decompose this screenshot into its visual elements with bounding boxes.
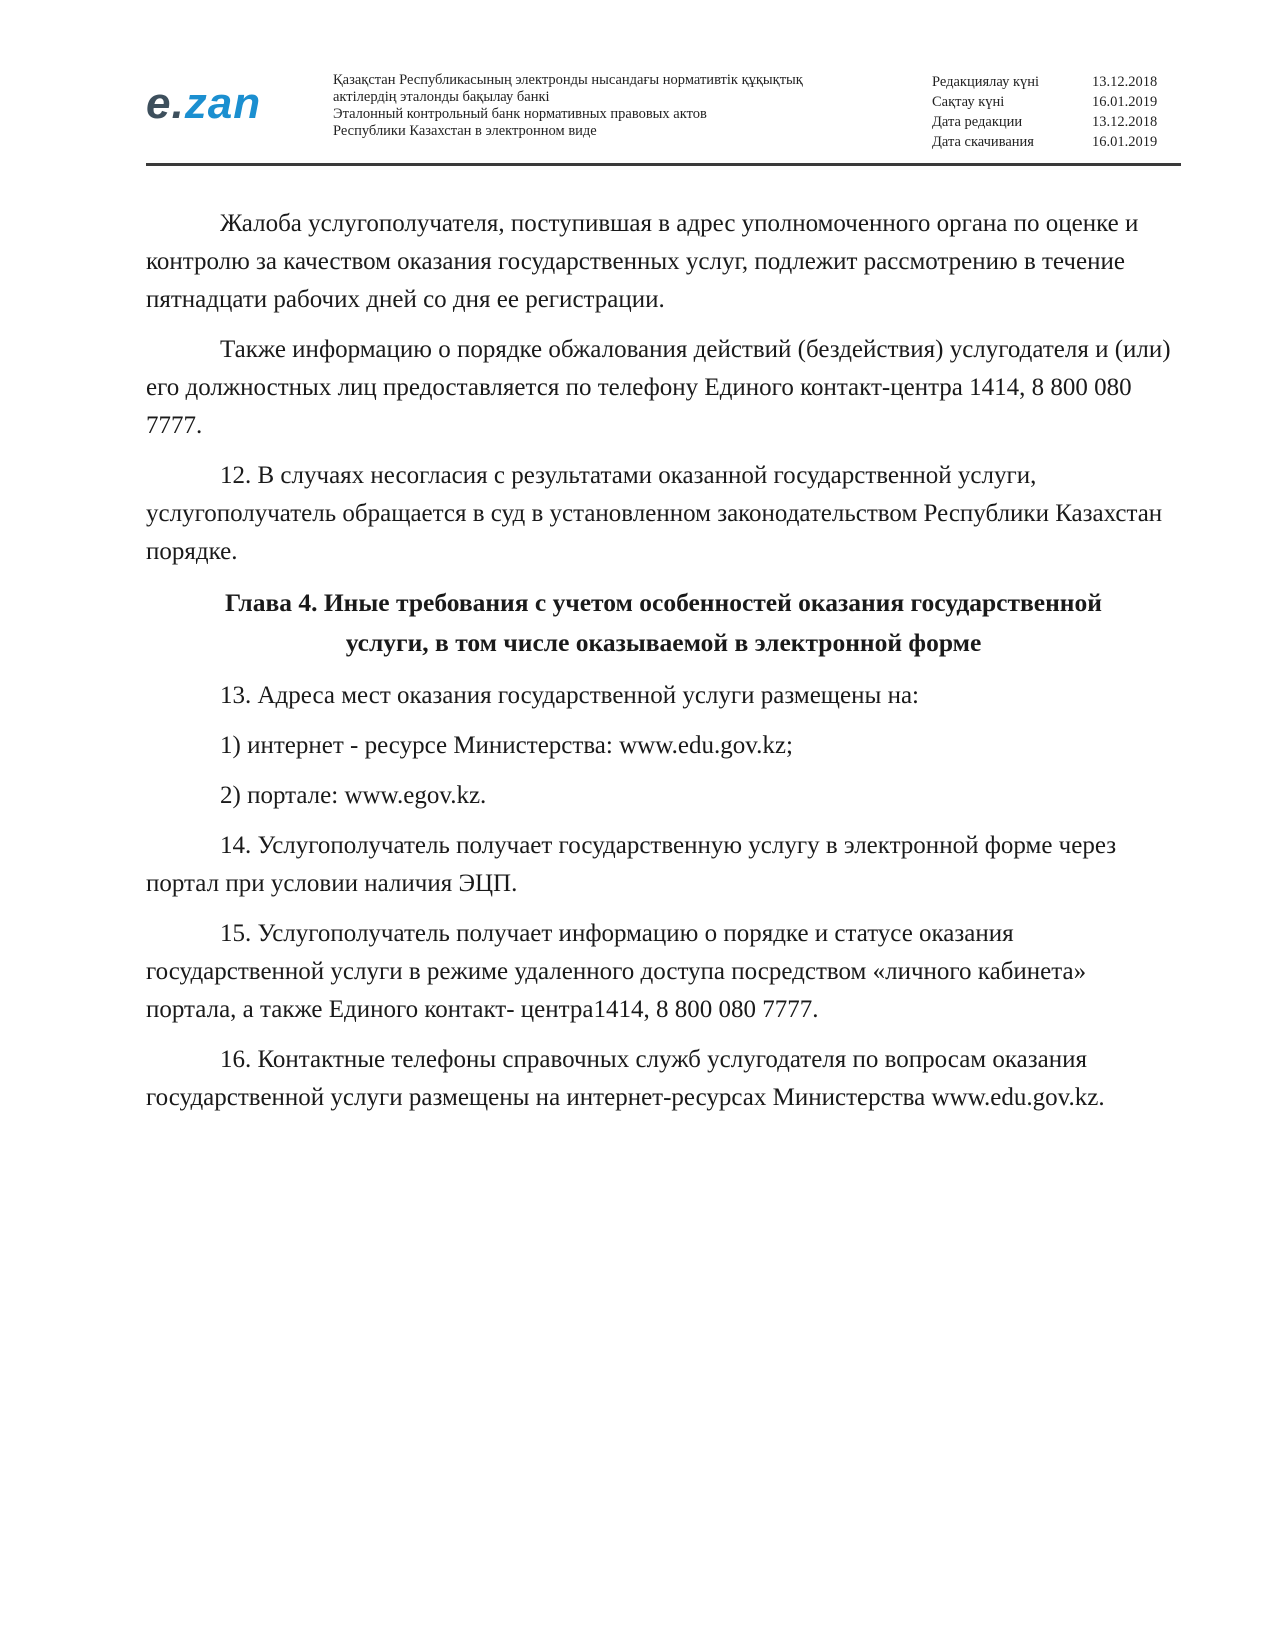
header-desc-line: актілердің эталонды бақылау банкі [333,89,550,105]
header-divider [146,163,1181,166]
paragraph: 14. Услугополучатель получает государственную услугу в электронной форме через портал при условии наличия ЭЦП. [146,832,1117,897]
paragraph: 12. В случаях несогласия с результатами оказанной государственной услуги, услугополучатель обращается в суд в установленном законодательством Республики Казахстан порядке. [146,462,1163,565]
header-description [333,72,893,140]
meta-value: 16.01.2019 [1092,134,1158,150]
meta-row [932,72,1182,92]
header-desc-line: Қазақстан Республикасының электронды нысандағы нормативтік құқықтық [333,72,803,88]
ezan-logo[interactable] [146,79,262,128]
header-desc-line: Эталонный контрольный банк нормативных правовых актов [333,106,707,122]
paragraph: Жалоба услугополучателя, поступившая в адрес уполномоченного органа по оценке и контролю за качеством оказания государственных услуг, подлежит рассмотрению в течение пятнадцати рабочих дней со дня ее регистрации. [146,210,1139,313]
header-meta [932,72,1182,152]
paragraph: 1) интернет - ресурсе Министерства: www.edu.gov.kz; [220,732,793,759]
meta-row [932,132,1182,152]
document-header [146,62,1178,162]
meta-label: Дата скачивания [932,134,1034,150]
chapter-heading [146,583,1181,663]
paragraph: 13. Адреса мест оказания государственной услуги размещены на: [220,682,919,709]
logo-dot: . [171,79,185,128]
meta-value: 13.12.2018 [1092,114,1158,130]
meta-value: 13.12.2018 [1092,74,1158,90]
document-body [146,205,1181,1117]
meta-value: 16.01.2019 [1092,94,1158,110]
heading-line: услуги, в том числе оказываемой в электронной форме [345,628,982,657]
meta-row [932,112,1182,132]
header-desc-line: Республики Казахстан в электронном виде [333,123,597,139]
paragraph: 2) портале: www.egov.kz. [220,782,487,809]
meta-label: Дата редакции [932,114,1023,130]
meta-label: Редакциялау күні [932,74,1040,90]
heading-line: Глава 4. Иные требования с учетом особенностей оказания государственной [225,588,1102,617]
paragraph: 15. Услугополучатель получает информацию о порядке и статусе оказания государственной услуги в режиме удаленного доступа посредством «личного кабинета» портала, а также Единого контакт- центра1414, 8 800 080 7777. [146,920,1087,1023]
logo-zan: zan [184,79,262,128]
logo-e: e [146,79,172,128]
meta-row [932,92,1182,112]
paragraph: 16. Контактные телефоны справочных служб услугодателя по вопросам оказания государственной услуги размещены на интернет-ресурсах Министерства www.edu.gov.kz. [146,1046,1105,1111]
meta-label: Сақтау күні [932,94,1005,110]
paragraph: Также информацию о порядке обжалования действий (бездействия) услугодателя и (или) его должностных лиц предоставляется по телефону Единого контакт-центра 1414, 8 800 080 7777. [146,336,1171,439]
